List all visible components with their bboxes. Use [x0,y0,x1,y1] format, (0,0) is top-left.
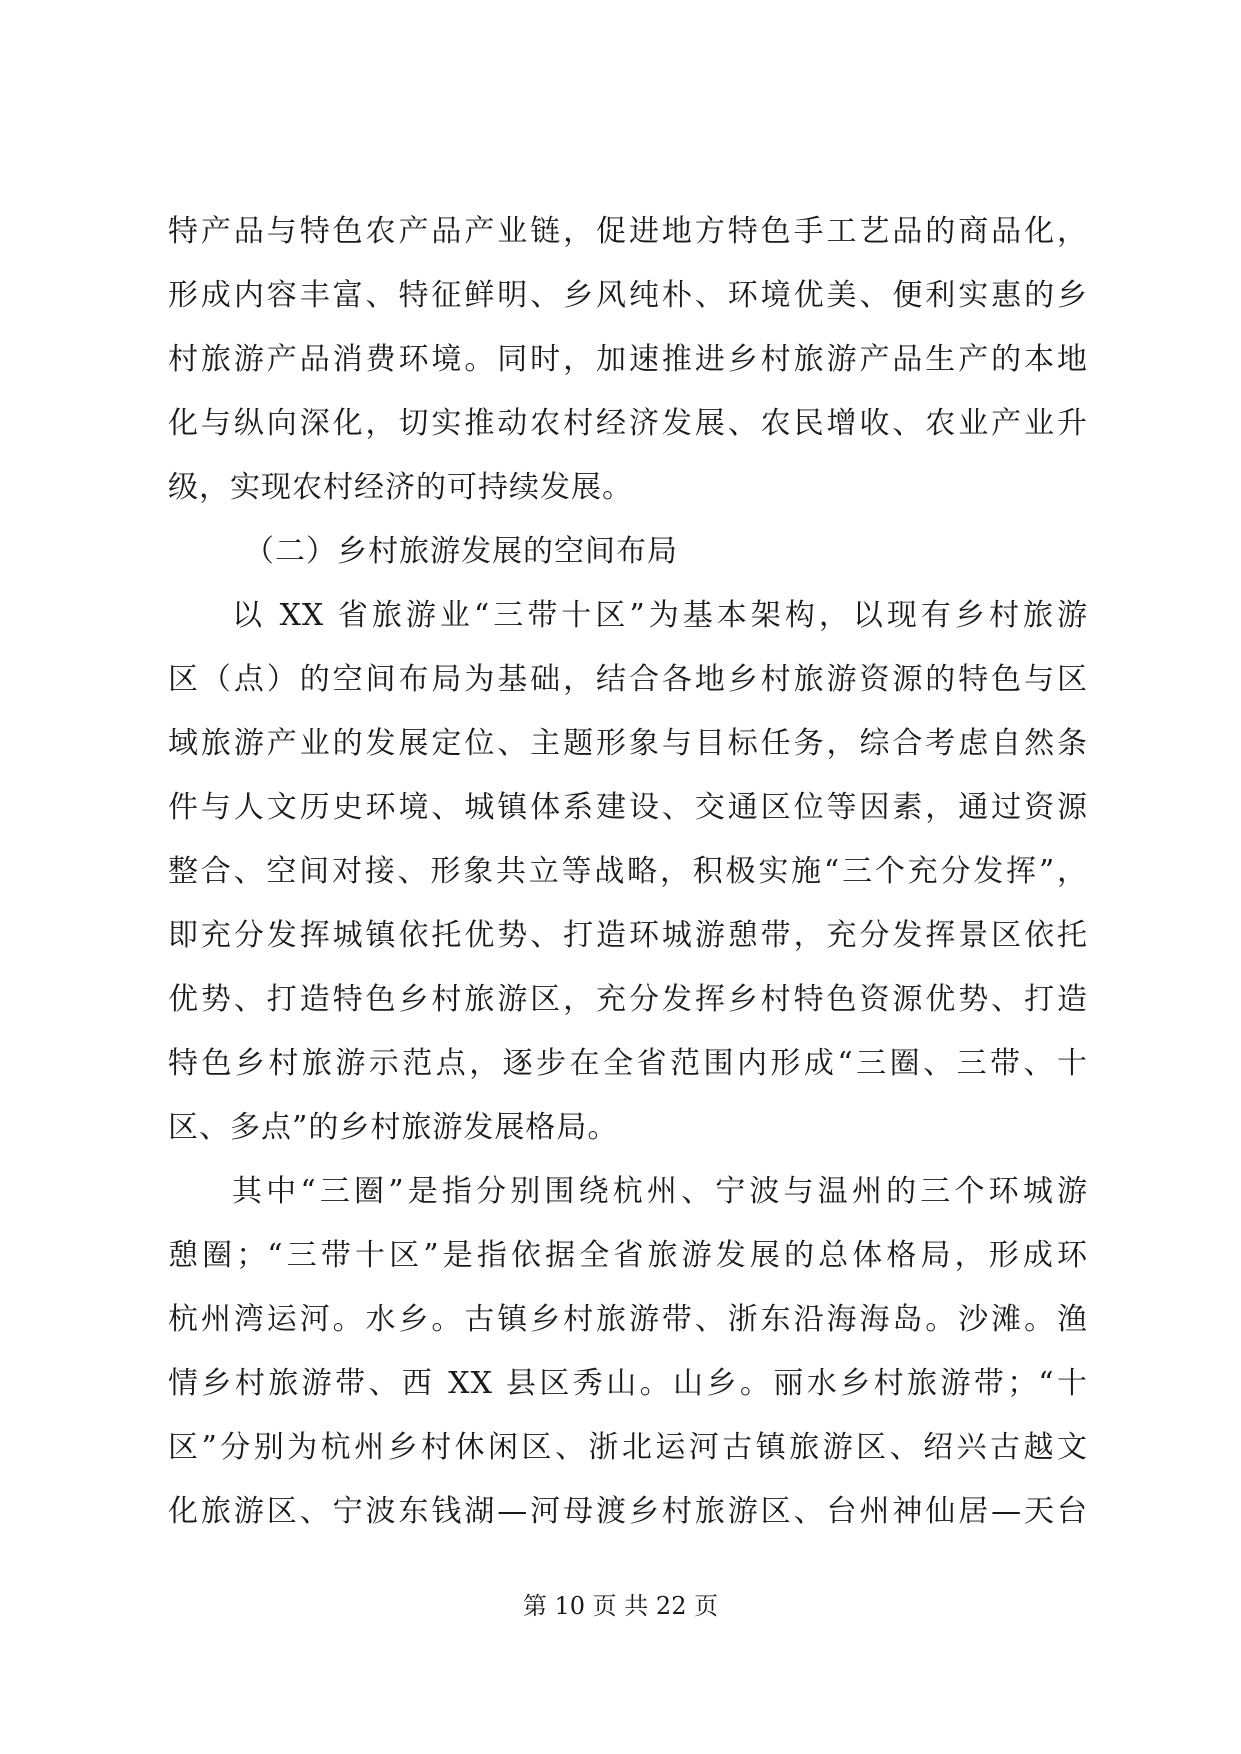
paragraph-line: 以 XX 省旅游业“三带十区”为基本架构，以现有乡村旅游 [232,598,1088,633]
paragraph-line: 优势、打造特色乡村旅游区，充分发挥乡村特色资源优势、打造 [168,982,1088,1017]
document-body [168,200,1088,1544]
paragraph-line: 形成内容丰富、特征鲜明、乡风纯朴、环境优美、便利实惠的乡 [168,278,1088,313]
paragraph-line: 憩圈；“三带十区”是指依据全省旅游发展的总体格局，形成环 [168,1238,1088,1273]
paragraph-line: 即充分发挥城镇依托优势、打造环城游憩带，充分发挥景区依托 [168,918,1088,953]
paragraph-line: 区、多点”的乡村旅游发展格局。 [168,1110,619,1145]
page-number-footer: 第 10 页 共 22 页 [522,1592,719,1620]
paragraph-line: 村旅游产品消费环境。同时，加速推进乡村旅游产品生产的本地 [168,342,1088,377]
paragraph-line: 特产品与特色农产品产业链，促进地方特色手工艺品的商品化， [168,214,1088,249]
paragraph-line: 情乡村旅游带、西 XX 县区秀山。山乡。丽水乡村旅游带；“十 [168,1366,1088,1401]
paragraph-line: 整合、空间对接、形象共立等战略，积极实施“三个充分发挥”， [168,854,1088,889]
section-heading: （二）乡村旅游发展的空间布局 [244,534,678,569]
paragraph-line: 化与纵向深化，切实推动农村经济发展、农民增收、农业产业升 [168,406,1088,441]
paragraph-line: 件与人文历史环境、城镇体系建设、交通区位等因素，通过资源 [168,790,1088,825]
paragraph-line: 域旅游产业的发展定位、主题形象与目标任务，综合考虑自然条 [168,726,1088,761]
paragraph-line: 区（点）的空间布局为基础，结合各地乡村旅游资源的特色与区 [168,662,1088,697]
paragraph-line: 其中“三圈”是指分别围绕杭州、宁波与温州的三个环城游 [232,1174,1088,1209]
paragraph-line: 区”分别为杭州乡村休闲区、浙北运河古镇旅游区、绍兴古越文 [168,1430,1088,1465]
paragraph-line: 级，实现农村经济的可持续发展。 [168,470,633,505]
paragraph-line: 特色乡村旅游示范点，逐步在全省范围内形成“三圈、三带、十 [168,1046,1088,1081]
paragraph-line: 杭州湾运河。水乡。古镇乡村旅游带、浙东沿海海岛。沙滩。渔 [168,1302,1088,1337]
paragraph-line: 化旅游区、宁波东钱湖—河母渡乡村旅游区、台州神仙居—天台 [168,1494,1088,1529]
